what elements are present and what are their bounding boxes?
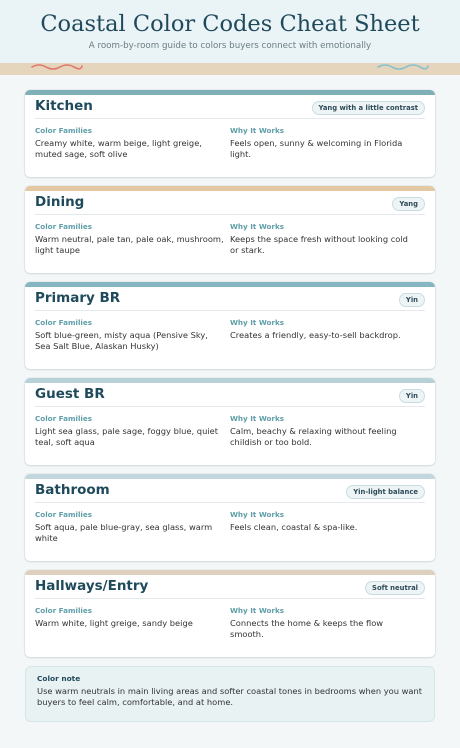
- color-families-label: Color Families: [35, 414, 93, 423]
- room-name: Primary BR: [35, 290, 121, 306]
- color-families-value: Warm neutral, pale tan, pale oak, mushroom, light taupe: [35, 234, 224, 255]
- color-families-label: Color Families: [35, 318, 93, 327]
- color-note-box: [25, 666, 435, 722]
- color-families-label: Color Families: [35, 126, 93, 135]
- color-families-value: Light sea glass, pale sage, foggy blue, quiet teal, soft aqua: [35, 426, 218, 447]
- why-it-works-value: Connects the home & keeps the flow smooth.: [230, 618, 384, 639]
- color-families-label: Color Families: [35, 222, 93, 231]
- room-badge: Yin: [399, 293, 425, 307]
- color-families-value: Soft blue-green, misty aqua (Pensive Sky, Sea Salt Blue, Alaskan Husky): [35, 330, 208, 351]
- room-card-dining: [25, 186, 435, 273]
- why-it-works-label: Why It Works: [230, 318, 285, 327]
- room-name: Guest BR: [35, 386, 105, 402]
- room-card-kitchen: [25, 90, 435, 177]
- why-it-works-label: Why It Works: [230, 126, 285, 135]
- room-name: Kitchen: [35, 98, 93, 114]
- why-it-works-value: Creates a friendly, easy-to-sell backdrop.: [230, 330, 401, 340]
- why-it-works-value: Feels clean, coastal & spa-like.: [230, 522, 358, 532]
- why-it-works-value: Keeps the space fresh without looking cold or stark.: [230, 234, 408, 255]
- color-families-label: Color Families: [35, 606, 93, 615]
- room-badge: Yang with a little contrast: [312, 101, 425, 115]
- page-subtitle: A room-by-room guide to colors buyers connect with emotionally: [88, 41, 372, 51]
- room-card-guest-br: [25, 378, 435, 465]
- why-it-works-label: Why It Works: [230, 222, 285, 231]
- room-badge: Yang: [392, 197, 425, 211]
- color-families-value: Soft aqua, pale blue-gray, sea glass, warm white: [35, 522, 213, 543]
- why-it-works-value: Feels open, sunny & welcoming in Florida light.: [230, 138, 403, 159]
- room-badge: Yin: [399, 389, 425, 403]
- room-name: Dining: [35, 194, 85, 210]
- page-header: [0, 0, 460, 75]
- room-name: Hallways/Entry: [35, 578, 149, 594]
- room-name: Bathroom: [35, 482, 110, 498]
- room-card-bathroom: [25, 474, 435, 561]
- color-families-value: Warm white, light greige, sandy beige: [35, 618, 193, 628]
- coral-wave-icon: [30, 60, 84, 72]
- room-badge: Soft neutral: [365, 581, 425, 595]
- color-families-value: Creamy white, warm beige, light greige, muted sage, soft olive: [35, 138, 202, 159]
- room-card-list: [25, 90, 435, 666]
- page-title: Coastal Color Codes Cheat Sheet: [40, 11, 420, 37]
- room-badge: Yin-light balance: [346, 485, 425, 499]
- room-card-hallways-entry: [25, 570, 435, 657]
- why-it-works-label: Why It Works: [230, 606, 285, 615]
- why-it-works-label: Why It Works: [230, 414, 285, 423]
- room-card-primary-br: [25, 282, 435, 369]
- color-families-label: Color Families: [35, 510, 93, 519]
- teal-wave-icon: [376, 60, 430, 72]
- why-it-works-value: Calm, beachy & relaxing without feeling childish or too bold.: [230, 426, 397, 447]
- color-note-title: Color note: [37, 674, 81, 683]
- color-note-body: Use warm neutrals in main living areas and softer coastal tones in bedrooms when you want buyers to feel calm, comfortable, and at home.: [37, 686, 423, 707]
- why-it-works-label: Why It Works: [230, 510, 285, 519]
